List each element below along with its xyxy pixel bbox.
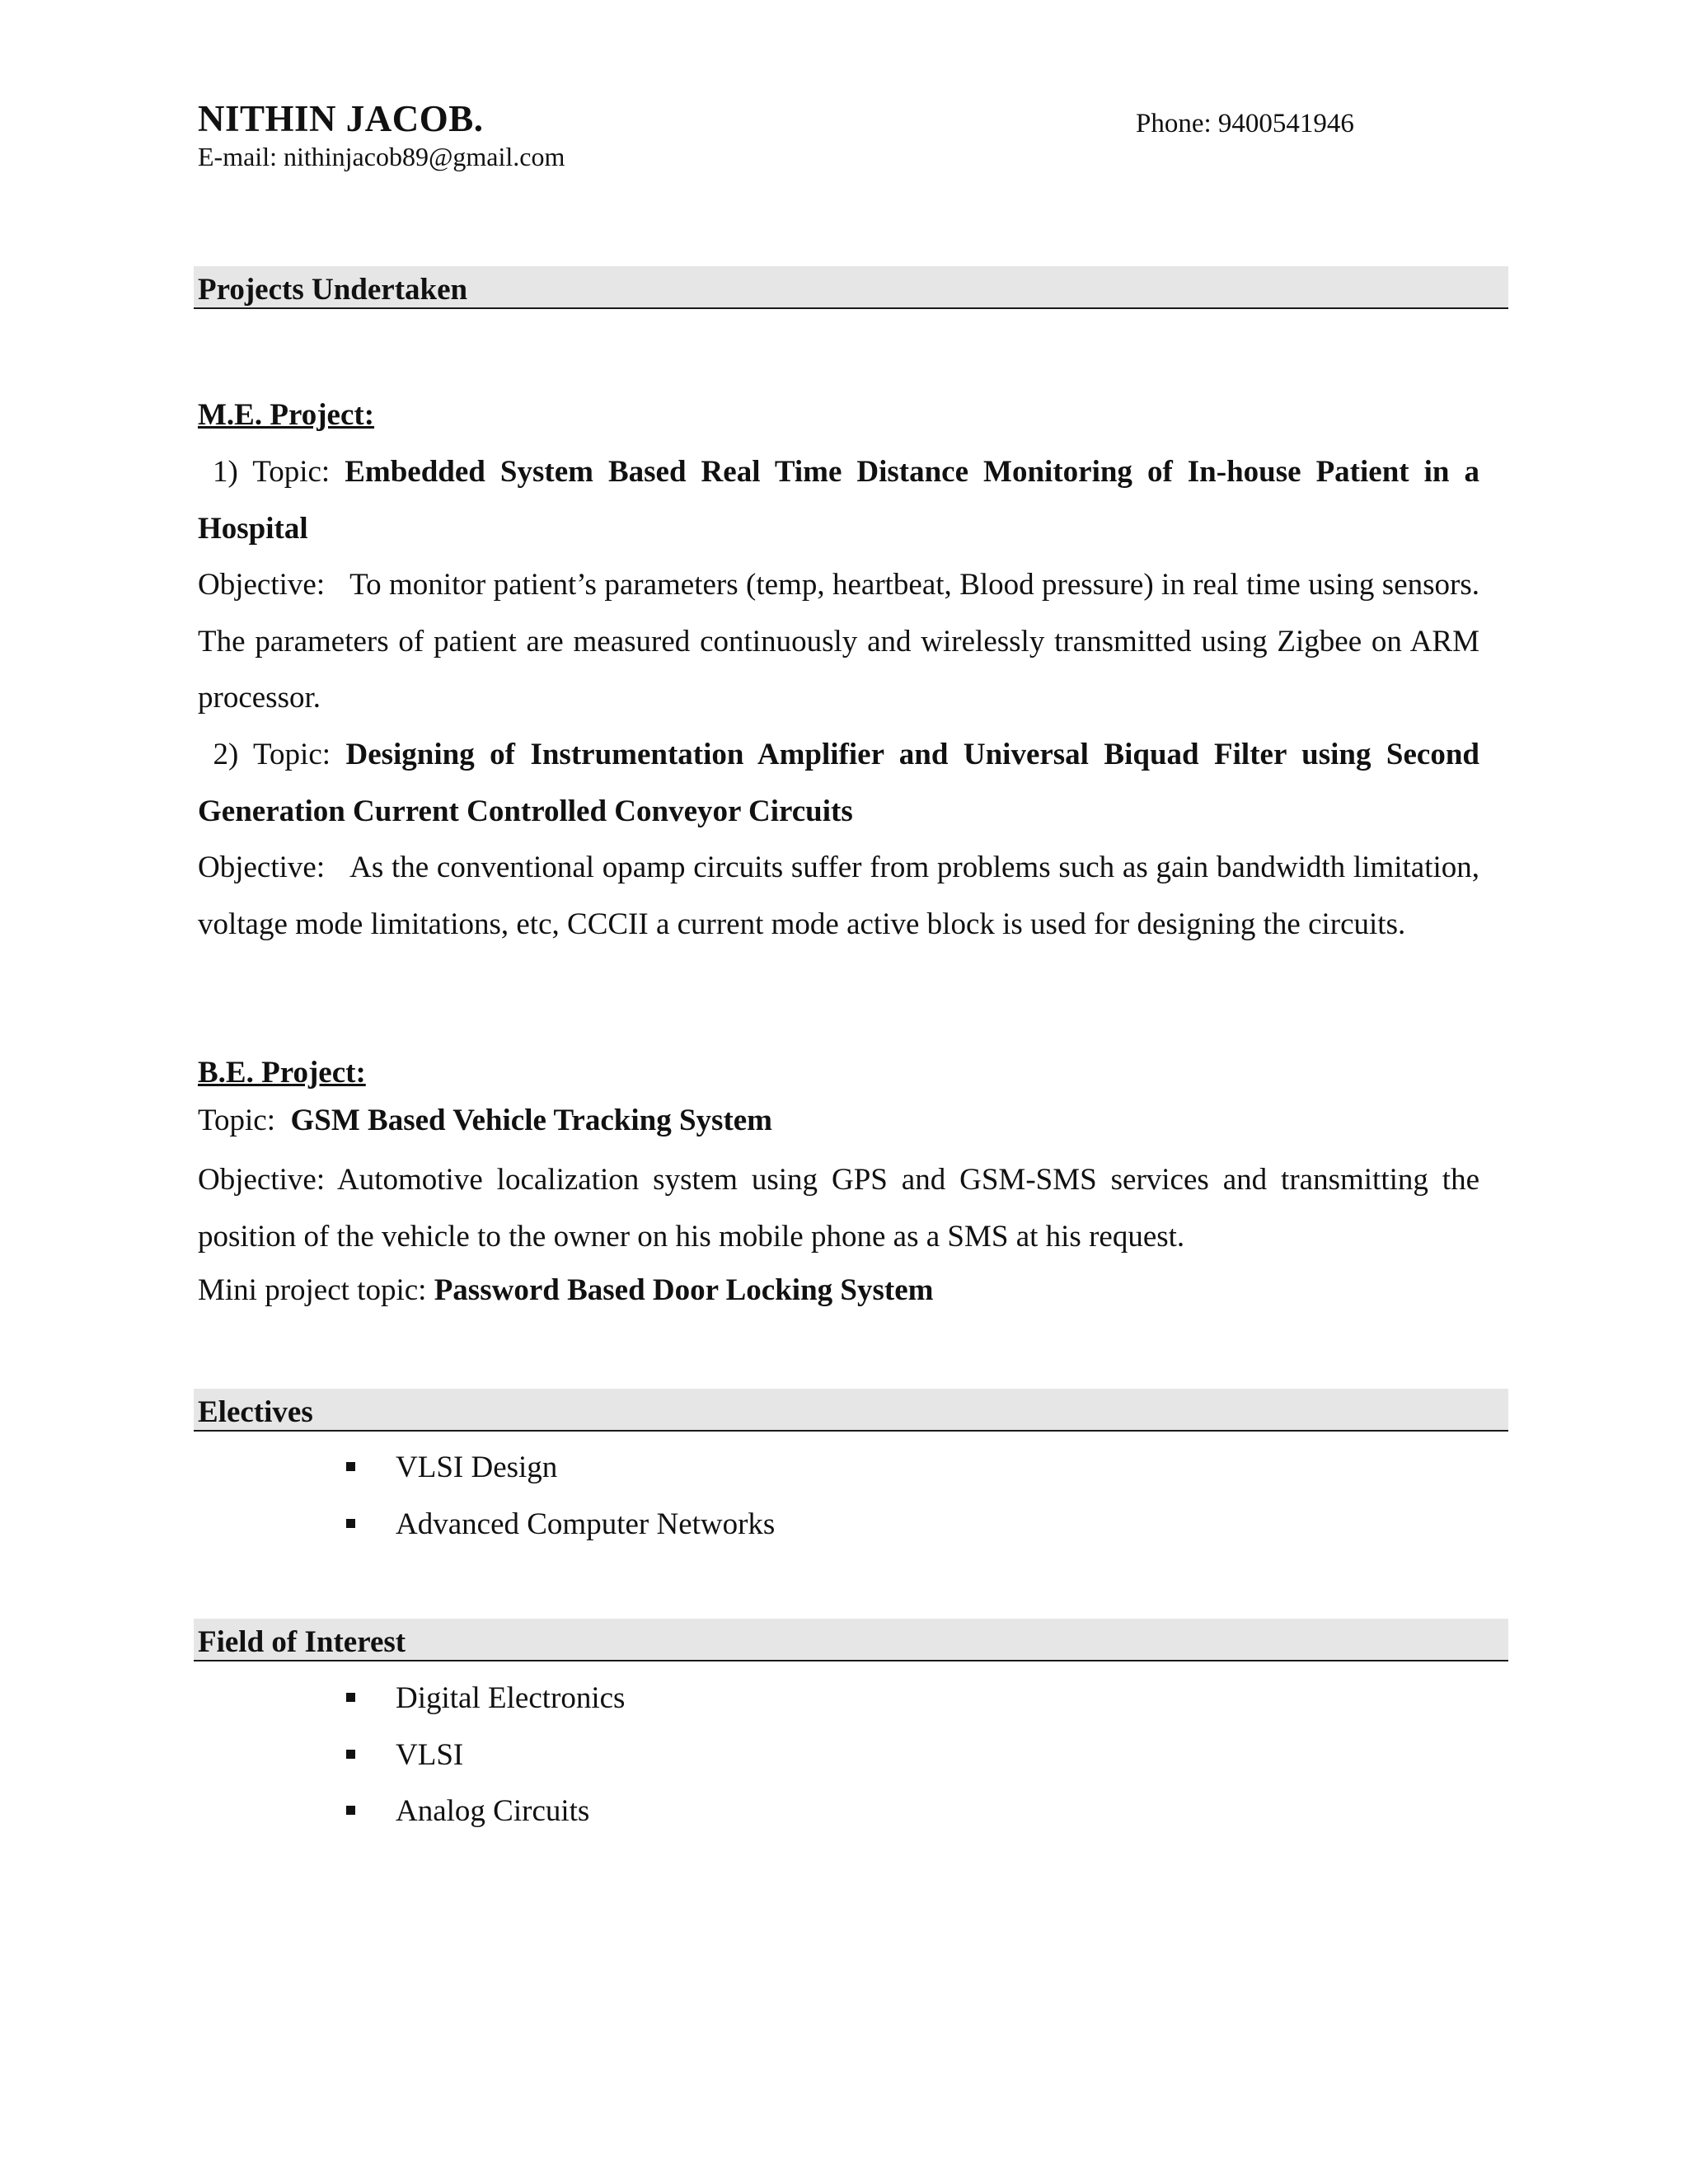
mini-project: [198, 1272, 933, 1308]
bullet-square-icon: [346, 1462, 355, 1471]
list-item: VLSI Design: [346, 1440, 775, 1497]
objective-label: Objective:: [198, 568, 326, 602]
objective-text: To monitor patient’s parameters (temp, heartbeat, Blood pressure) in real time using sensors. The parameters of patient are measured continuously and wirelessly transmitted using Zigbee on ARM processor.: [198, 568, 1479, 715]
me-project-1-objective: [198, 557, 1479, 727]
be-project-topic: [198, 1103, 772, 1138]
section-title: Field of Interest: [198, 1625, 406, 1659]
topic-title: Embedded System Based Real Time Distance Monitoring of In-house Patient in a Hospital: [198, 455, 1480, 546]
topic-prefix: 1) Topic:: [198, 455, 345, 489]
list-item: Advanced Computer Networks: [346, 1497, 775, 1554]
email-address: E-mail: nithinjacob89@gmail.com: [198, 142, 565, 171]
section-header-electives: [194, 1389, 1508, 1432]
phone-number: Phone: 9400541946: [1136, 109, 1354, 138]
topic-prefix: Topic:: [198, 1104, 291, 1137]
me-project-2-objective: [198, 840, 1479, 953]
section-header-projects: [194, 266, 1508, 309]
topic-prefix: 2) Topic:: [198, 738, 346, 771]
objective-label: Objective:: [198, 851, 326, 884]
list-item: VLSI: [346, 1727, 625, 1784]
bullet-square-icon: [346, 1693, 355, 1702]
me-project-2: [198, 727, 1479, 840]
objective-text: As the conventional opamp circuits suffer from problems such as gain bandwidth limitation, voltage mode limitations, etc, CCCII a current mode active block is used for designing the circuits.: [198, 851, 1479, 941]
interests-list: [346, 1671, 625, 1840]
be-project-heading: B.E. Project:: [198, 1056, 366, 1090]
me-project-heading: M.E. Project:: [198, 398, 375, 432]
mini-project-title: Password Based Door Locking System: [434, 1273, 934, 1307]
me-project-1: [198, 444, 1479, 557]
bullet-square-icon: [346, 1750, 355, 1759]
candidate-name: NITHIN JACOB.: [198, 98, 484, 139]
bullet-square-icon: [346, 1806, 355, 1815]
section-title: Projects Undertaken: [198, 273, 468, 307]
list-item: Analog Circuits: [346, 1783, 625, 1840]
be-project-objective: Objective: Automotive localization system using GPS and GSM-SMS services and transmitting the position of the vehicle to the owner on his mobile phone as a SMS at his request.: [198, 1163, 1479, 1254]
electives-list: [346, 1440, 775, 1553]
list-item: Digital Electronics: [346, 1671, 625, 1727]
section-header-interest: [194, 1619, 1508, 1661]
bullet-square-icon: [346, 1519, 355, 1528]
mini-project-prefix: Mini project topic:: [198, 1273, 434, 1307]
topic-title: Designing of Instrumentation Amplifier and Universal Biquad Filter using Second Generation Current Controlled Conveyor Circuits: [198, 738, 1479, 828]
section-title: Electives: [198, 1395, 313, 1429]
topic-title: GSM Based Vehicle Tracking System: [290, 1104, 773, 1137]
